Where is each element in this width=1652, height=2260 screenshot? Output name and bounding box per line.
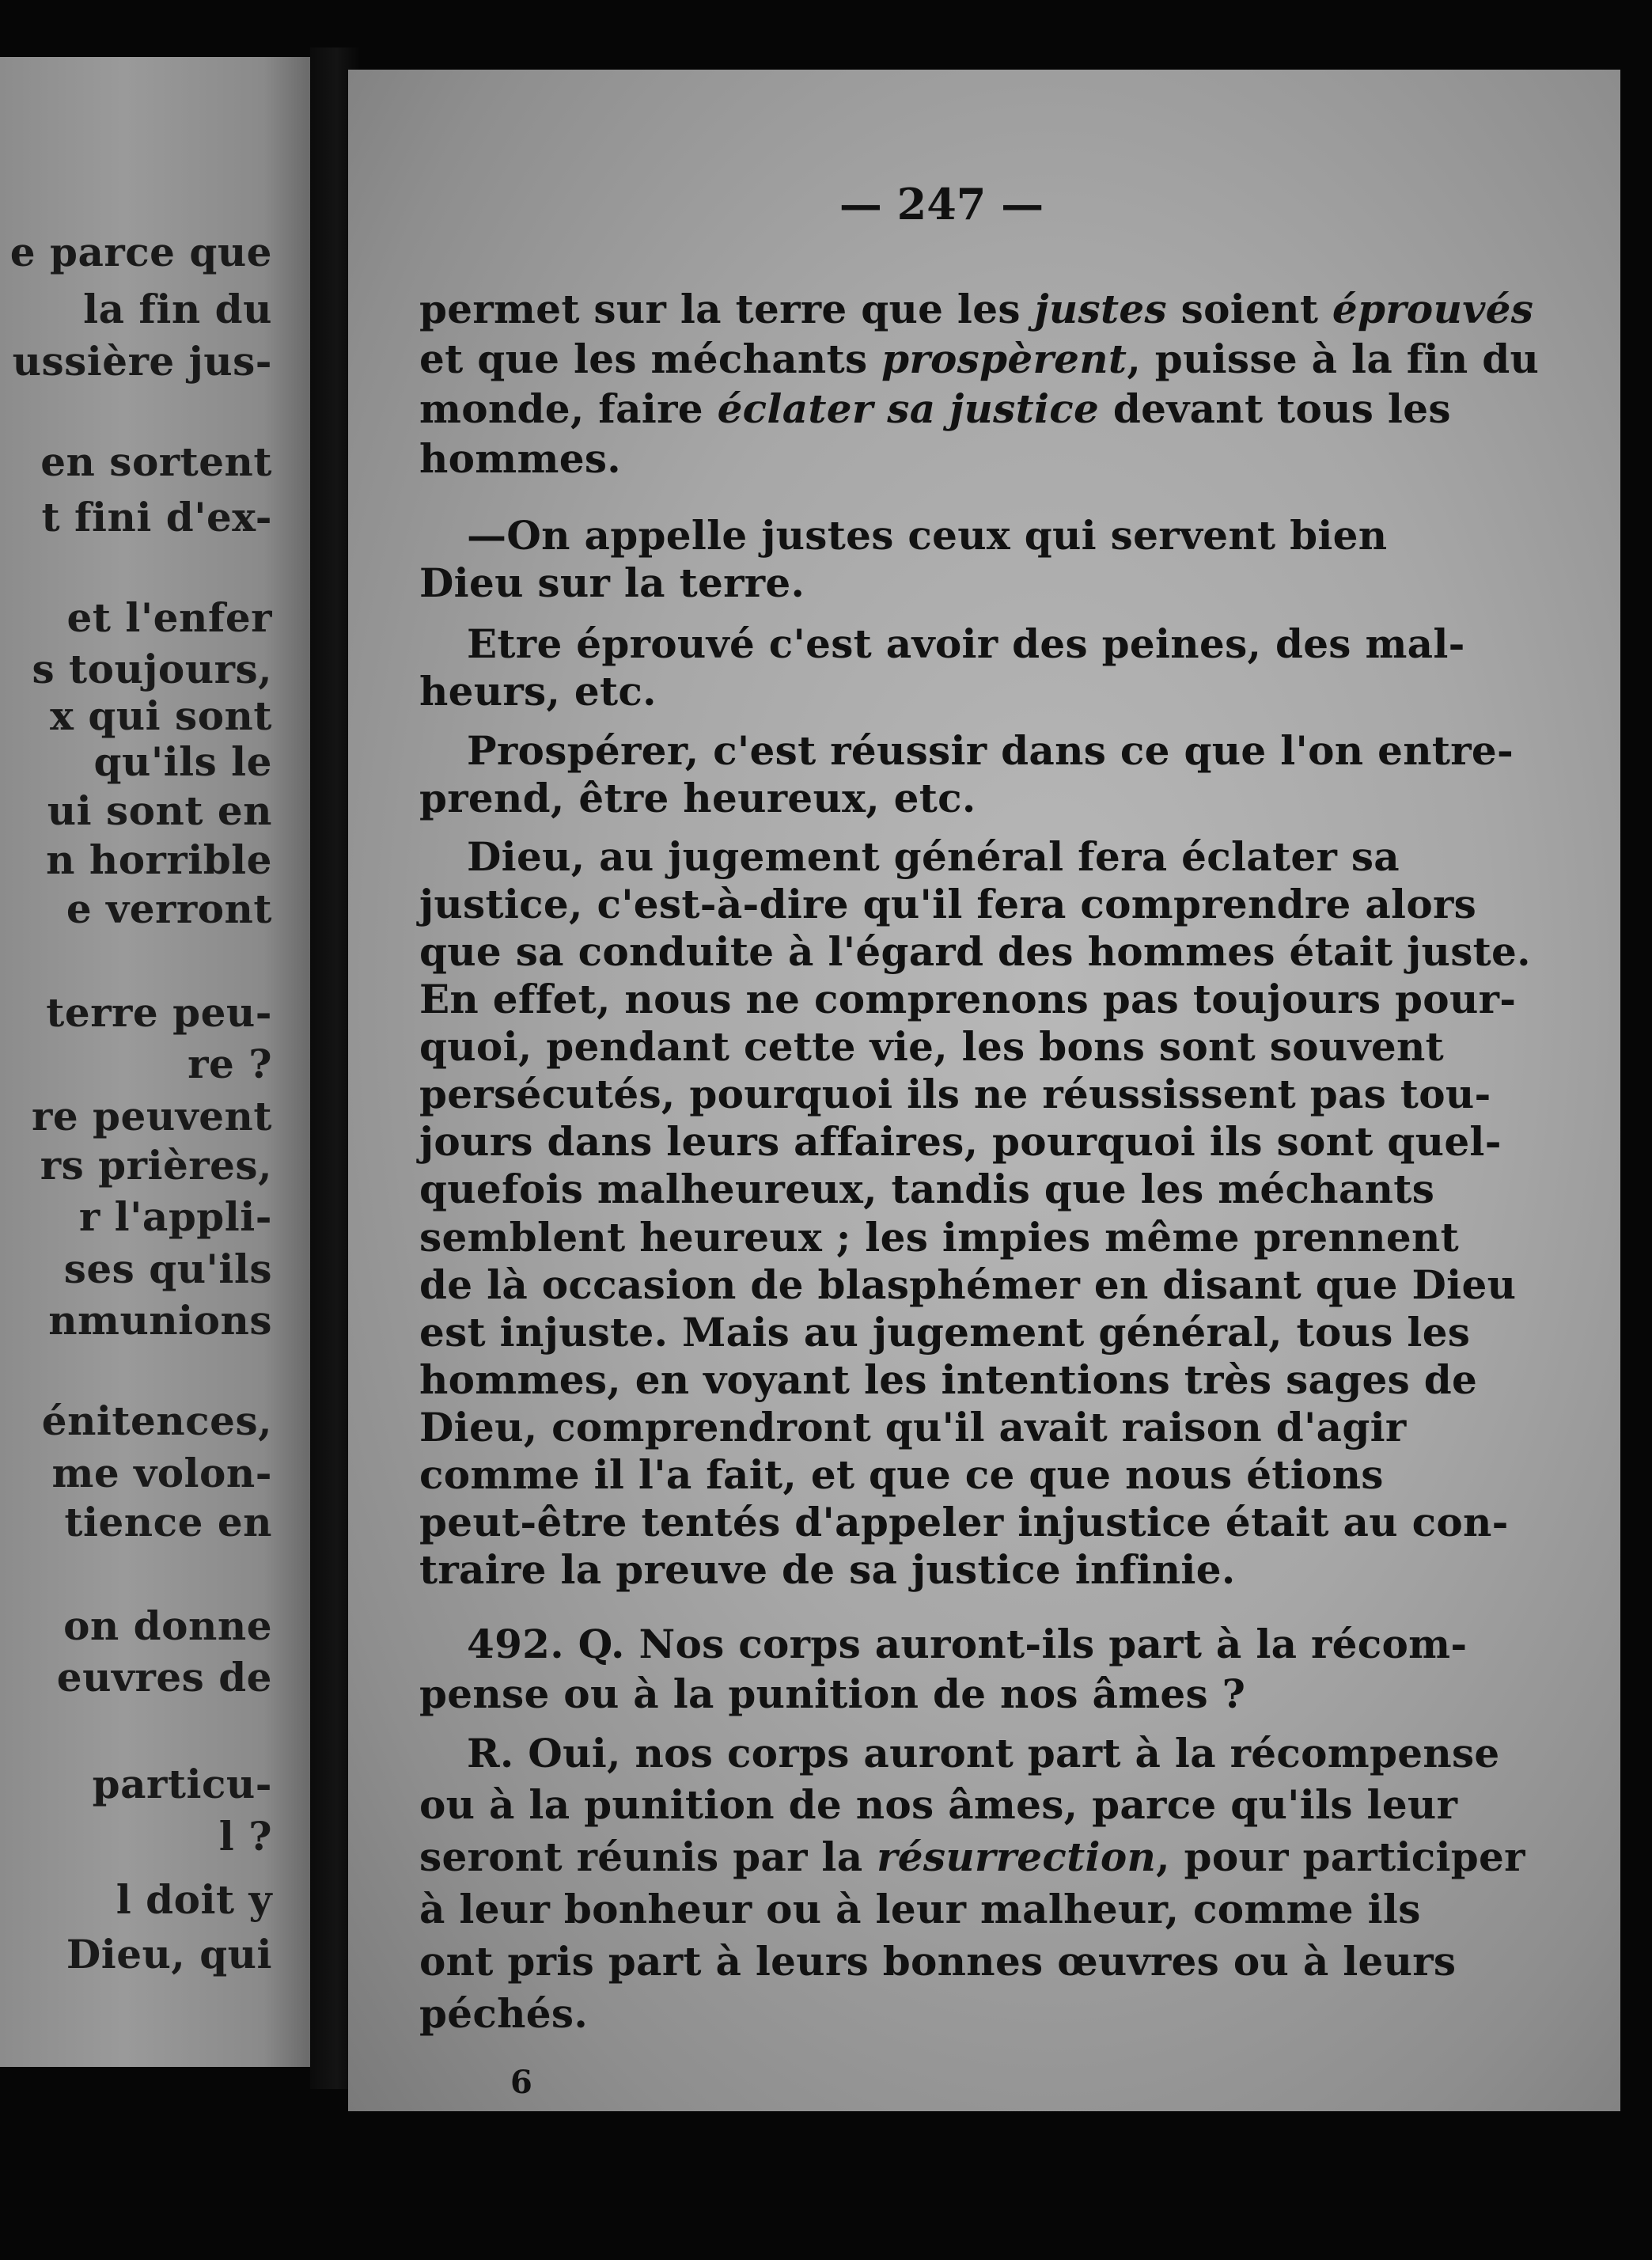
text-line: Dieu, comprendront qu'il avait raison d'agir	[419, 1403, 1407, 1450]
left-page-line: et l'enfer	[66, 593, 272, 641]
text-line: péchés.	[419, 1989, 589, 2037]
text-line: quefois malheureux, tandis que les méchants	[419, 1166, 1435, 1213]
text-line: ont pris part à leurs bonnes œuvres ou à leurs	[419, 1937, 1457, 1985]
text-line: hommes, en voyant les intentions très sages de	[419, 1356, 1478, 1403]
text-line: pense ou à la punition de nos âmes ?	[419, 1670, 1246, 1718]
text-line: quoi, pendant cette vie, les bons sont souvent	[419, 1023, 1445, 1071]
text-line: 492. Q. Nos corps auront-ils part à la récom-	[467, 1621, 1468, 1668]
text-line: peut-être tentés d'appeler injustice était au con-	[419, 1498, 1509, 1545]
text-line: ou à la punition de nos âmes, parce qu'ils leur	[419, 1781, 1458, 1829]
text-line: traire la preuve de sa justice infinie.	[419, 1545, 1236, 1593]
italic-term: éclater sa justice	[717, 385, 1100, 432]
text-line: de là occasion de blasphémer en disant que Dieu	[419, 1261, 1517, 1308]
text-line: seront réunis par la résurrection, pour participer	[419, 1833, 1525, 1881]
left-page-line: s toujours,	[32, 646, 272, 693]
left-page-line: rs prières,	[40, 1141, 272, 1189]
left-page-line: x qui sont	[50, 692, 272, 739]
left-page-line: r l'appli-	[78, 1193, 272, 1241]
left-page-line: n horrible	[46, 836, 272, 883]
left-page-line: re ?	[188, 1041, 272, 1088]
left-page-line: la fin du	[83, 286, 272, 333]
text-line: R. Oui, nos corps auront part à la récompense	[467, 1729, 1500, 1777]
text-line: —On appelle justes ceux qui servent bien	[467, 511, 1388, 559]
left-page-line: e parce que	[9, 228, 272, 275]
text-line: comme il l'a fait, et que ce que nous étions	[419, 1450, 1384, 1498]
left-page-line: ses qu'ils	[63, 1245, 272, 1292]
text-line: semblent heureux ; les impies même prennent	[419, 1213, 1459, 1261]
left-page-line: tience en	[64, 1498, 272, 1545]
text-line: Prospérer, c'est réussir dans ce que l'on entre-	[467, 726, 1514, 774]
text-line: jours dans leurs affaires, pourquoi ils sont quel-	[419, 1118, 1502, 1166]
text-line: persécutés, pourquoi ils ne réussissent pas tou-	[419, 1071, 1491, 1118]
left-page-line: euvres de	[56, 1654, 272, 1701]
left-page-line: l ?	[218, 1812, 272, 1860]
text-line: à leur bonheur ou à leur malheur, comme ils	[419, 1885, 1421, 1932]
page-number: — 247 —	[839, 179, 1044, 229]
left-page-line: énitences,	[41, 1397, 272, 1445]
printer-signature-mark: 6	[510, 2064, 532, 2101]
left-page-line: particu-	[92, 1761, 272, 1808]
text-line: monde, faire éclater sa justice devant tous les	[419, 385, 1451, 432]
left-page-line: ui sont en	[47, 787, 272, 834]
text-line: justice, c'est-à-dire qu'il fera comprendre alors	[419, 881, 1477, 928]
left-page-line: en sortent	[40, 438, 272, 486]
right-page	[348, 70, 1620, 2111]
left-page-line: qu'ils le	[93, 738, 272, 785]
left-page-line: e verront	[66, 885, 272, 932]
italic-term: résurrection	[877, 1833, 1157, 1881]
text-line: Dieu, au jugement général fera éclater sa	[467, 833, 1400, 881]
left-page-line: me volon-	[51, 1450, 272, 1496]
left-facing-page	[0, 57, 310, 2067]
text-line: permet sur la terre que les justes soient éprouvés	[419, 285, 1534, 332]
text-line: hommes.	[419, 434, 621, 482]
left-page-line: t fini d'ex-	[41, 493, 272, 540]
italic-term: justes	[1034, 285, 1167, 332]
left-page-line: ussière jus-	[12, 337, 272, 385]
text-line: que sa conduite à l'égard des hommes était juste.	[419, 928, 1531, 976]
text-line: Etre éprouvé c'est avoir des peines, des mal-	[467, 620, 1465, 668]
left-page-line: on donne	[63, 1602, 272, 1649]
text-line: heurs, etc.	[419, 668, 657, 715]
text-line: Dieu sur la terre.	[419, 559, 805, 606]
left-page-line: nmunions	[48, 1297, 272, 1344]
left-page-line: Dieu, qui	[66, 1930, 272, 1978]
text-line: et que les méchants prospèrent, puisse à la fin du	[419, 335, 1540, 382]
italic-term: prospèrent	[881, 335, 1127, 382]
left-page-line: l doit y	[116, 1875, 272, 1923]
left-page-line: re peuvent	[32, 1092, 272, 1139]
italic-term: éprouvés	[1332, 285, 1534, 332]
left-page-line: terre peu-	[46, 988, 272, 1036]
text-line: est injuste. Mais au jugement général, tous les	[419, 1308, 1471, 1356]
text-line: prend, être heureux, etc.	[419, 774, 976, 821]
text-line: En effet, nous ne comprenons pas toujours pour-	[419, 976, 1517, 1023]
